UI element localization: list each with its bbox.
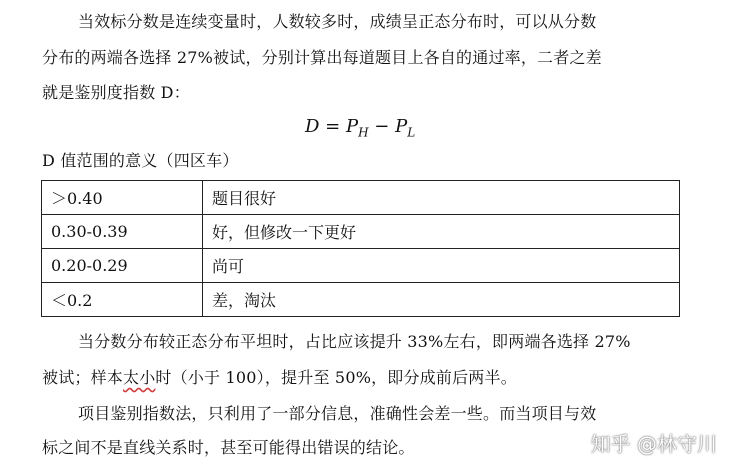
formula-p-high-subscript: H bbox=[358, 125, 369, 140]
zhihu-watermark: 知乎 @林守川 bbox=[590, 432, 717, 456]
paragraph-1-line-2: 分布的两端各选择 27%被试，分别计算出每道题目上各自的通过率，二者之差 bbox=[42, 48, 602, 67]
meaning-cell: 尚可 bbox=[203, 249, 680, 283]
formula-minus: − bbox=[368, 116, 396, 137]
paragraph-3-line-1: 项目鉴别指数法，只利用了一部分信息，准确性会差一些。而当项目与效 bbox=[78, 404, 597, 423]
range-cell: 0.30-0.39 bbox=[42, 215, 203, 249]
table-row bbox=[42, 283, 680, 317]
paragraph-2-line-1: 当分数分布较正态分布平坦时，占比应该提升 33%左右，即两端各选择 27% bbox=[78, 332, 631, 351]
meaning-cell: 差，淘汰 bbox=[203, 283, 680, 317]
formula-equals: = bbox=[319, 116, 346, 137]
table-row bbox=[42, 181, 680, 215]
spellcheck-underlined-text: 太小 bbox=[123, 368, 156, 387]
paragraph-1-line-3: 就是鉴别度指数 D： bbox=[42, 83, 190, 102]
table-row bbox=[42, 215, 680, 249]
paragraph-2-line-2 bbox=[42, 367, 517, 389]
paragraph-2-line-2-end: 时（小于 100），提升至 50%，即分成前后两半。 bbox=[155, 368, 517, 387]
paragraph-2-line-2-start: 被试；样本 bbox=[42, 368, 124, 387]
table-caption: D 值范围的意义（四区车） bbox=[42, 151, 239, 170]
table-row bbox=[42, 249, 680, 283]
range-cell: 0.20-0.29 bbox=[42, 249, 203, 283]
meaning-cell: 题目很好 bbox=[203, 181, 680, 215]
paragraph-1-line-1: 当效标分数是连续变量时，人数较多时，成绩呈正态分布时，可以从分数 bbox=[78, 12, 597, 31]
discrimination-formula bbox=[305, 116, 415, 140]
formula-p-low-subscript: L bbox=[407, 125, 416, 140]
d-value-table bbox=[41, 180, 680, 317]
formula-lhs: D bbox=[305, 116, 320, 137]
paragraph-3-line-2: 标之间不是直线关系时，甚至可能得出错误的结论。 bbox=[42, 438, 415, 457]
range-cell: ＜0.2 bbox=[42, 283, 203, 317]
formula-p-low: P bbox=[395, 116, 408, 137]
formula-p-high: P bbox=[345, 116, 359, 137]
range-cell: ＞0.40 bbox=[42, 181, 203, 215]
meaning-cell: 好，但修改一下更好 bbox=[203, 215, 680, 249]
